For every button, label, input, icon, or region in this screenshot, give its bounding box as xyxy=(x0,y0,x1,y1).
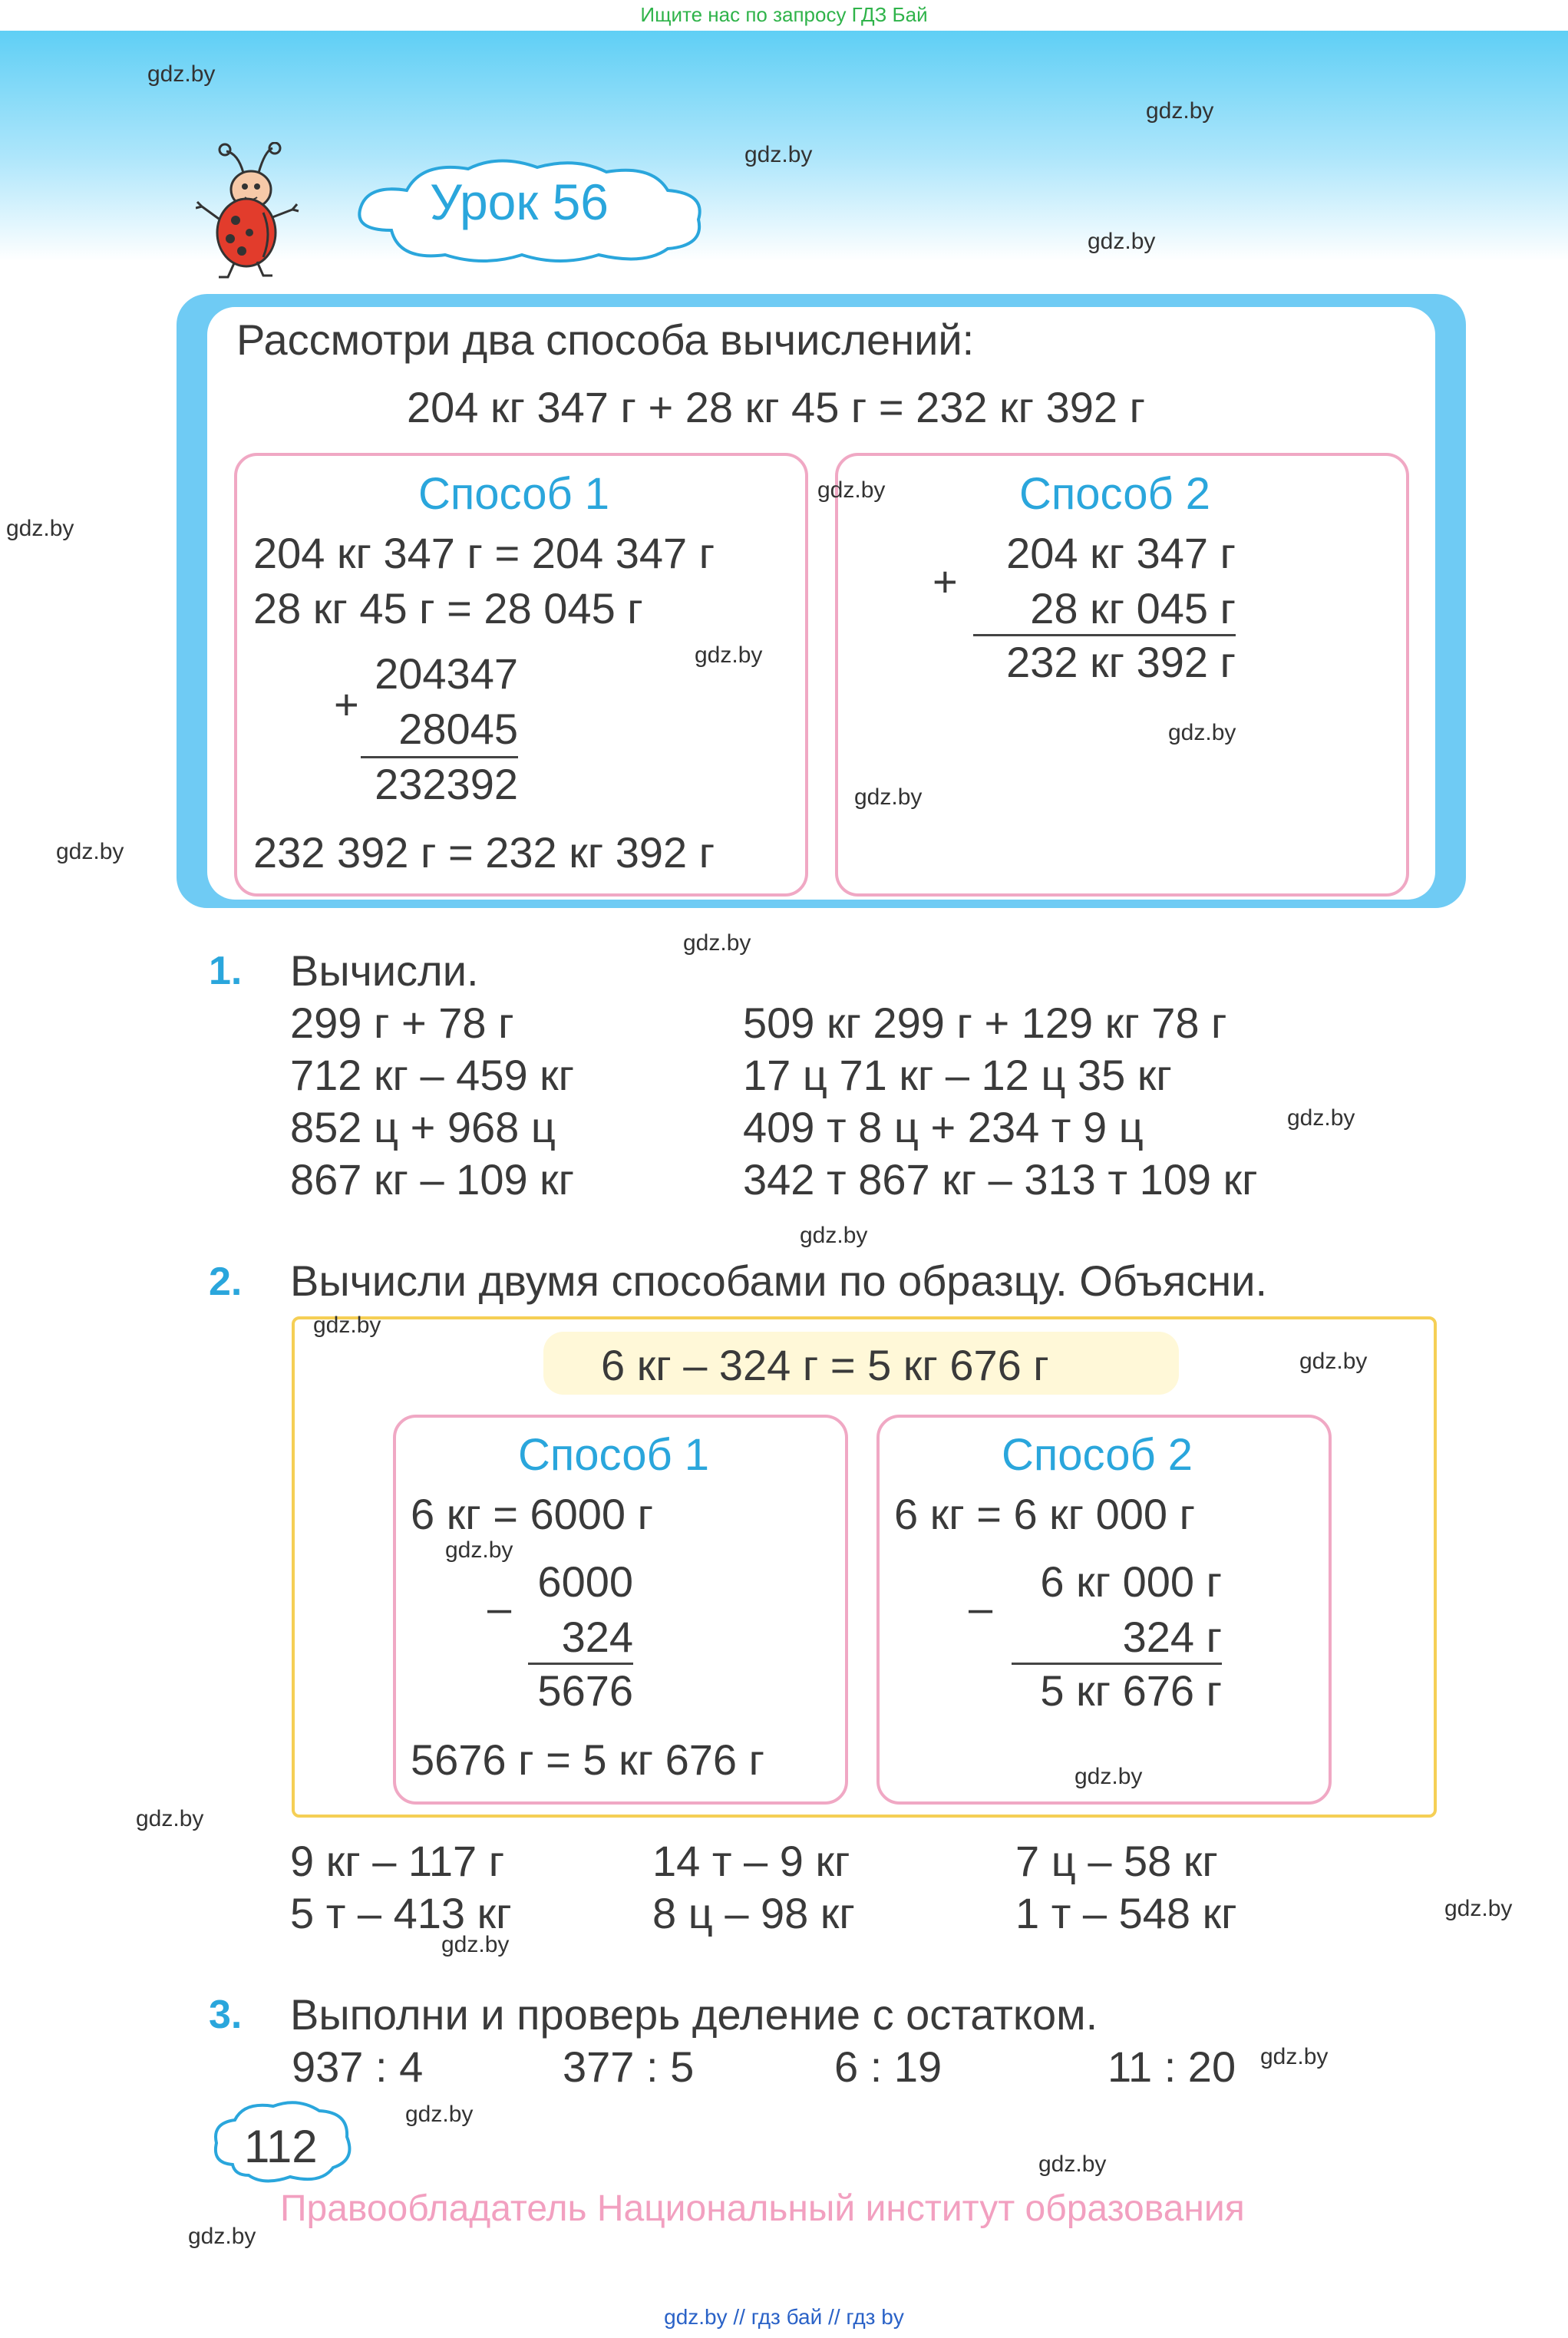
task2-method1-result: 5676 г = 5 кг 676 г xyxy=(411,1735,764,1784)
intro-method1-sum: 232392 xyxy=(375,760,518,808)
watermark: gdz.by xyxy=(744,142,813,167)
intro-method1-line1: 204 кг 347 г = 204 347 г xyxy=(253,529,715,577)
task2-method2-minus: – xyxy=(969,1583,993,1632)
ladybug-mascot-icon xyxy=(196,142,303,280)
intro-equation: 204 кг 347 г + 28 кг 45 г = 232 кг 392 г xyxy=(407,383,1146,431)
task2-exercise: 1 т – 548 кг xyxy=(1015,1889,1237,1937)
watermark: gdz.by xyxy=(56,839,124,864)
watermark: gdz.by xyxy=(313,1313,381,1338)
task2-method2-difference: 5 кг 676 г xyxy=(1040,1666,1222,1715)
top-notice[interactable]: Ищите нас по запросу ГДЗ Бай xyxy=(640,3,928,26)
intro-method2-sum: 232 кг 392 г xyxy=(1006,638,1236,686)
footer-links[interactable]: gdz.by // гдз бай // гдз by xyxy=(664,2305,904,2329)
task1-left-item: 299 г + 78 г xyxy=(290,999,514,1047)
watermark: gdz.by xyxy=(405,2102,474,2127)
watermark: gdz.by xyxy=(1038,2151,1107,2177)
intro-method1-plus: + xyxy=(334,680,359,728)
task2-method1-diff-line xyxy=(528,1663,633,1665)
task2-title: Вычисли двумя способами по образцу. Объясни. xyxy=(290,1257,1268,1305)
watermark: gdz.by xyxy=(136,1806,204,1831)
task1-title: Вычисли. xyxy=(290,946,479,995)
task2-exercise: 8 ц – 98 кг xyxy=(652,1889,855,1937)
watermark: gdz.by xyxy=(1088,229,1156,254)
task1-right-item: 342 т 867 кг – 313 т 109 кг xyxy=(743,1155,1258,1204)
intro-method1-addend-a: 204347 xyxy=(375,649,518,698)
watermark: gdz.by xyxy=(800,1223,868,1248)
intro-method2-sum-line xyxy=(973,634,1236,636)
task2-method2-minuend: 6 кг 000 г xyxy=(1040,1557,1222,1606)
task3-title: Выполни и проверь деление с остатком. xyxy=(290,1990,1098,2039)
watermark: gdz.by xyxy=(188,2224,256,2249)
lesson-title: Урок 56 xyxy=(430,173,609,230)
intro-method2-title: Способ 2 xyxy=(1019,469,1211,519)
watermark: gdz.by xyxy=(1146,98,1214,124)
intro-method1-addend-b: 28045 xyxy=(398,705,518,753)
task2-exercise: 5 т – 413 кг xyxy=(290,1889,512,1937)
intro-method1-result: 232 392 г = 232 кг 392 г xyxy=(253,828,715,877)
intro-method2-addend-b: 28 кг 045 г xyxy=(1030,584,1236,632)
task2-method2-title: Способ 2 xyxy=(1002,1430,1193,1480)
intro-method2-addend-a: 204 кг 347 г xyxy=(1006,529,1236,577)
task3-number: 3. xyxy=(209,1993,243,2037)
task3-item: 6 : 19 xyxy=(834,2042,942,2091)
task1-number: 1. xyxy=(209,949,243,993)
intro-method1-line2: 28 кг 45 г = 28 045 г xyxy=(253,584,643,632)
intro-method1-title: Способ 1 xyxy=(418,469,610,519)
task2-method1-minuend: 6000 xyxy=(537,1557,633,1606)
task3-item: 377 : 5 xyxy=(563,2042,695,2091)
copyright: Правообладатель Национальный институт образования xyxy=(280,2188,1245,2229)
watermark: gdz.by xyxy=(695,642,763,668)
task3-item: 937 : 4 xyxy=(292,2042,424,2091)
task2-exercise: 14 т – 9 кг xyxy=(652,1837,850,1885)
watermark: gdz.by xyxy=(854,784,923,810)
task2-exercise: 7 ц – 58 кг xyxy=(1015,1837,1218,1885)
task1-left-item: 852 ц + 968 ц xyxy=(290,1103,556,1151)
watermark: gdz.by xyxy=(1168,720,1236,745)
intro-method2-plus: + xyxy=(933,557,958,606)
task1-left-item: 712 кг – 459 кг xyxy=(290,1051,575,1099)
task2-method2-line1: 6 кг = 6 кг 000 г xyxy=(894,1490,1196,1538)
task2-method2-subtrahend: 324 г xyxy=(1122,1613,1222,1661)
page-number: 112 xyxy=(244,2121,318,2172)
task2-method2-diff-line xyxy=(1012,1663,1222,1665)
task3-item: 11 : 20 xyxy=(1108,2042,1236,2091)
task2-method1-subtrahend: 324 xyxy=(561,1613,633,1661)
watermark: gdz.by xyxy=(1299,1349,1368,1374)
intro-heading: Рассмотри два способа вычислений: xyxy=(236,315,975,364)
task2-method1-line1: 6 кг = 6000 г xyxy=(411,1490,654,1538)
task2-exercise: 9 кг – 117 г xyxy=(290,1837,505,1885)
watermark: gdz.by xyxy=(441,1932,510,1957)
watermark: gdz.by xyxy=(1260,2044,1329,2069)
watermark: gdz.by xyxy=(147,61,216,87)
watermark: gdz.by xyxy=(445,1537,513,1563)
watermark: gdz.by xyxy=(6,516,74,541)
task2-sample: 6 кг – 324 г = 5 кг 676 г xyxy=(601,1341,1049,1389)
watermark: gdz.by xyxy=(1444,1896,1513,1921)
task2-method1-minus: – xyxy=(487,1583,512,1632)
task2-number: 2. xyxy=(209,1260,243,1304)
task1-right-item: 509 кг 299 г + 129 кг 78 г xyxy=(743,999,1227,1047)
watermark: gdz.by xyxy=(683,930,751,956)
task1-right-item: 17 ц 71 кг – 12 ц 35 кг xyxy=(743,1051,1172,1099)
intro-method1-sum-line xyxy=(361,756,518,758)
watermark: gdz.by xyxy=(817,477,886,503)
task1-left-item: 867 кг – 109 кг xyxy=(290,1155,575,1204)
task2-method1-difference: 5676 xyxy=(537,1666,633,1715)
watermark: gdz.by xyxy=(1074,1764,1143,1789)
task1-right-item: 409 т 8 ц + 234 т 9 ц xyxy=(743,1103,1144,1151)
task2-method1-title: Способ 1 xyxy=(518,1430,710,1480)
watermark: gdz.by xyxy=(1287,1105,1355,1131)
